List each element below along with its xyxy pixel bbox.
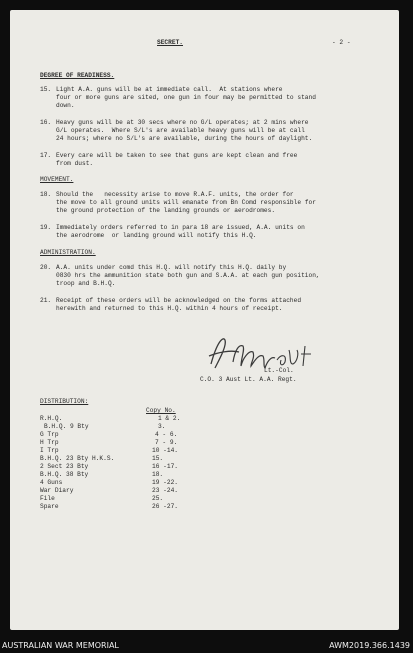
para-17-line: Every care will be taken to see that guns are kept clean and free (56, 152, 298, 159)
distribution-recipient: R.H.Q. (40, 415, 63, 422)
para-15-line: four or more guns are sited, one gun in four may be permitted to stand (56, 94, 316, 101)
para-16-line: 24 hours; where no S/L's are available, during the hours of daylight. (56, 135, 313, 142)
distribution-copy: 19 -22. (152, 479, 178, 486)
para-18-line: the move to all ground units will emanate from Bn Comd responsible for (56, 199, 316, 206)
distribution-recipient: G Trp (40, 431, 59, 438)
para-20-line: A.A. units under comd this H.Q. will notify this H.Q. daily by (56, 264, 287, 271)
para-15-number: 15. (40, 86, 52, 93)
distribution-copy: 10 -14. (152, 447, 178, 454)
distribution-recipient: Spare (40, 503, 59, 510)
copy-number-header: Copy No. (146, 407, 176, 414)
para-17-line: from dust. (56, 160, 94, 167)
section-heading-administration: ADMINISTRATION. (40, 249, 96, 256)
para-18-line: the ground protection of the landing grounds or aerodromes. (56, 207, 276, 214)
section-heading-readiness: DEGREE OF READINESS. (40, 72, 115, 79)
para-19-line: the aerodrome or landing ground will notify this H.Q. (56, 232, 257, 239)
distribution-recipient: War Diary (40, 487, 74, 494)
para-18-line: Should the necessity arise to move R.A.F. units, the order for (56, 191, 294, 198)
distribution-recipient: 4 Guns (40, 479, 63, 486)
para-15-line: down. (56, 102, 75, 109)
distribution-copy: 25. (152, 495, 164, 502)
distribution-recipient: I Trp (40, 447, 59, 454)
para-15-line: Light A.A. guns will be at immediate call. At stations where (56, 86, 283, 93)
signatory-title: C.O. 3 Aust Lt. A.A. Regt. (200, 376, 297, 383)
para-21-number: 21. (40, 297, 52, 304)
distribution-recipient: 2 Sect 23 Bty (40, 463, 89, 470)
distribution-recipient: B.H.Q. 9 Bty (44, 423, 89, 430)
archive-name: AUSTRALIAN WAR MEMORIAL (2, 641, 119, 650)
para-16-line: G/L operates. Where S/L's are available heavy guns will be at call (56, 127, 305, 134)
section-heading-movement: MOVEMENT. (40, 176, 74, 183)
para-16-line: Heavy guns will be at 30 secs where no G/L operates; at 2 mins where (56, 119, 309, 126)
distribution-copy: 4 - 6. (155, 431, 178, 438)
para-19-number: 19. (40, 224, 52, 231)
page-title: SECRET. (157, 39, 183, 46)
distribution-copy: 1 & 2. (158, 415, 181, 422)
distribution-recipient: B.H.Q. 38 Bty (40, 471, 89, 478)
distribution-copy: 16 -17. (152, 463, 178, 470)
para-21-line: herewith and returned to this H.Q. within 4 hours of receipt. (56, 305, 283, 312)
distribution-recipient: File (40, 495, 55, 502)
para-20-line: troop and B.H.Q. (56, 280, 116, 287)
distribution-heading: DISTRIBUTION: (40, 398, 89, 405)
distribution-recipient: H Trp (40, 439, 59, 446)
distribution-copy: 7 - 9. (155, 439, 178, 446)
para-20-line: 0830 hrs the ammunition state both gun and S.A.A. at each gun position, (56, 272, 320, 279)
distribution-copy: 3. (158, 423, 166, 430)
archive-reference: AWM2019.366.1439 (329, 641, 410, 650)
distribution-copy: 15. (152, 455, 164, 462)
handwritten-signature (205, 332, 315, 374)
para-20-number: 20. (40, 264, 52, 271)
page-number: - 2 - (332, 39, 351, 46)
para-21-line: Receipt of these orders will be acknowledged on the forms attached (56, 297, 302, 304)
para-19-line: Immediately orders referred to in para 18 are issued, A.A. units on (56, 224, 305, 231)
signatory-rank: Lt.-Col. (264, 367, 294, 374)
distribution-copy: 18. (152, 471, 164, 478)
para-16-number: 16. (40, 119, 52, 126)
archive-caption-bar (0, 637, 413, 653)
distribution-copy: 23 -24. (152, 487, 178, 494)
para-18-number: 18. (40, 191, 52, 198)
para-17-number: 17. (40, 152, 52, 159)
distribution-copy: 26 -27. (152, 503, 178, 510)
distribution-recipient: B.H.Q. 23 Bty H.K.S. (40, 455, 115, 462)
